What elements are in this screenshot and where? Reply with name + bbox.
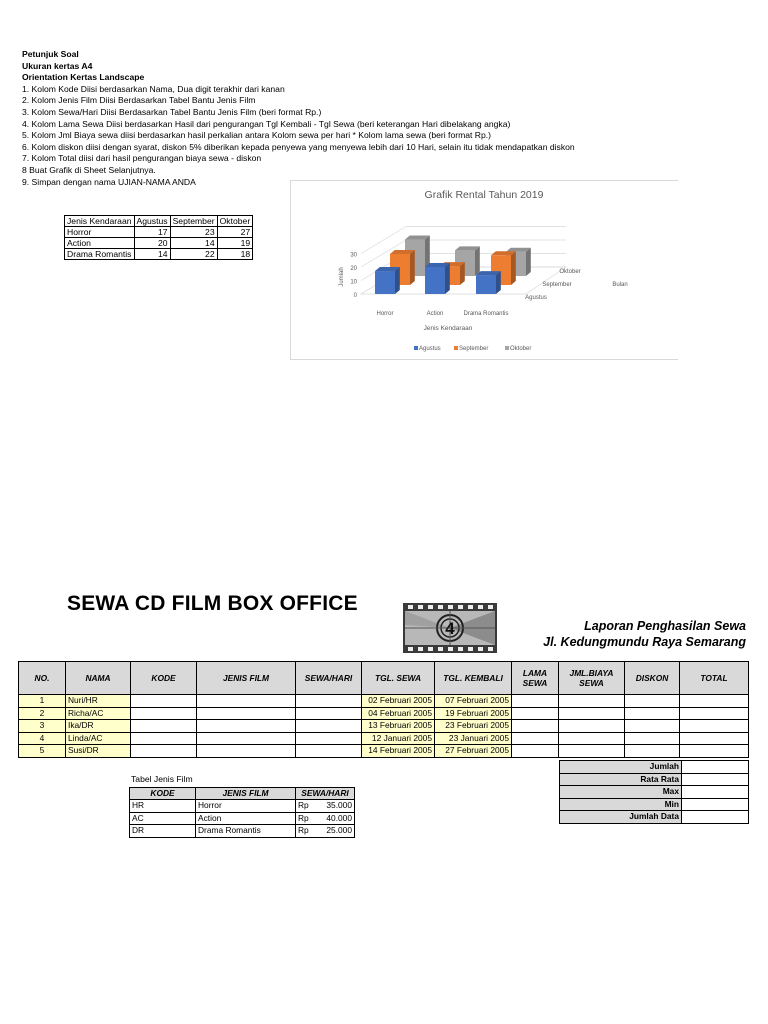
chart-bar-side (475, 246, 480, 276)
price-value: 40.000 (326, 812, 352, 823)
currency-label: Rp (298, 825, 309, 836)
cell-diskon[interactable] (625, 695, 680, 708)
cell-jenis-film[interactable] (197, 695, 296, 708)
header-nama: NAMA (66, 662, 131, 695)
chart-bar-side (511, 251, 516, 285)
cell: Action (65, 238, 135, 249)
report-subtitle: Laporan Penghasilan Sewa (584, 619, 746, 633)
table-row (65, 249, 253, 260)
chart-bar-side (526, 248, 531, 276)
cell-total[interactable] (680, 745, 749, 758)
cell: 14 (134, 249, 170, 260)
table-row[interactable] (19, 707, 749, 720)
header-tgl-sewa: TGL. SEWA (362, 662, 435, 695)
summary-value[interactable] (682, 786, 749, 799)
instruction-item: 8 Buat Grafik di Sheet Selanjutnya. (22, 164, 156, 175)
rental-chart[interactable] (290, 180, 678, 360)
cell: 19 (217, 238, 253, 249)
x-tick-label: Action (426, 311, 444, 317)
report-title: SEWA CD FILM BOX OFFICE (67, 592, 358, 615)
cell-total[interactable] (680, 707, 749, 720)
cell-kode[interactable] (131, 745, 197, 758)
jenis-film-caption: Tabel Jenis Film (131, 774, 193, 784)
header-cell: Agustus (134, 216, 170, 227)
chart-bar-side (460, 262, 465, 285)
table-row[interactable] (19, 720, 749, 733)
header-sewa-hari: SEWA/HARI (296, 788, 355, 800)
summary-row (560, 773, 749, 786)
cell-sewa-hari[interactable] (296, 745, 362, 758)
instructions-heading: Petunjuk Soal (22, 49, 79, 59)
price-value: 35.000 (326, 800, 352, 811)
chart-source-table (64, 215, 253, 260)
cell-nama[interactable]: Ika/DR (66, 720, 131, 733)
chart-bar-agustus (425, 267, 445, 294)
cell: 20 (134, 238, 170, 249)
legend-swatch (414, 346, 418, 350)
cell-total[interactable] (680, 732, 749, 745)
chart-bar-agustus (375, 271, 395, 294)
header-kode: KODE (131, 662, 197, 695)
legend-swatch (505, 346, 509, 350)
header-no: NO. (19, 662, 66, 695)
cell-diskon[interactable] (625, 732, 680, 745)
x-axis-label: Jenis Kendaraan (423, 325, 473, 332)
price-value: 25.000 (326, 825, 352, 836)
table-row (130, 812, 355, 825)
cell-total[interactable] (680, 720, 749, 733)
cell-kode[interactable] (131, 707, 197, 720)
instruction-item: 7. Kolom Total diisi dari hasil pengurangan biaya sewa - diskon (22, 153, 262, 164)
summary-label: Min (560, 798, 682, 811)
cell-sewa-hari[interactable] (296, 720, 362, 733)
depth-label: Oktober (559, 269, 581, 275)
cell-lama-sewa[interactable] (512, 732, 559, 745)
x-tick-label: Drama Romantis (463, 311, 509, 317)
currency-label: Rp (298, 812, 309, 823)
cell-jml-biaya[interactable] (559, 695, 625, 708)
cell-jenis-film[interactable] (197, 720, 296, 733)
chart-bar-side (410, 250, 415, 285)
summary-value[interactable] (682, 761, 749, 774)
cell-sewa-hari[interactable] (296, 695, 362, 708)
header-jml-biaya: JML.BIAYA SEWA (559, 662, 625, 695)
y-tick-label: 20 (350, 266, 357, 272)
film-reel-icon (403, 603, 497, 653)
jenis-film-table (129, 787, 355, 838)
legend-swatch (454, 346, 458, 350)
summary-label: Jumlah Data (560, 811, 682, 824)
cell-kode: AC (130, 812, 196, 825)
header-jenis-film: JENIS FILM (197, 662, 296, 695)
cell: 22 (170, 249, 217, 260)
instruction-item: 6. Kolom diskon diisi dengan syarat, diskon 5% diberikan kepada penyewa yang menyewa lebih dari 10 Hari, selain itu tidak mendapatkan diskon (22, 141, 575, 152)
cell: Drama Romantis (65, 249, 135, 260)
cell-sewa-hari[interactable] (296, 732, 362, 745)
summary-value[interactable] (682, 798, 749, 811)
cell-kode: HR (130, 800, 196, 813)
cell-jenis: Drama Romantis (196, 825, 296, 838)
cell-no[interactable]: 2 (19, 707, 66, 720)
cell-nama[interactable]: Linda/AC (66, 732, 131, 745)
instruction-item: 3. Kolom Sewa/Hari Diisi Berdasarkan Tabel Bantu Jenis Film (beri format Rp.) (22, 106, 322, 117)
gridline-side (361, 227, 406, 254)
summary-label: Jumlah (560, 761, 682, 774)
table-row[interactable] (19, 695, 749, 708)
legend-label: Agustus (419, 346, 441, 352)
cell-sewa (296, 812, 355, 825)
cell-tgl-sewa[interactable]: 13 Februari 2005 (362, 720, 435, 733)
summary-row (560, 761, 749, 774)
cell: Horror (65, 227, 135, 238)
cell-kode: DR (130, 825, 196, 838)
legend-label: September (459, 346, 489, 352)
summary-row (560, 798, 749, 811)
chart-title: Grafik Rental Tahun 2019 (424, 189, 544, 201)
cell-jml-biaya[interactable] (559, 745, 625, 758)
cell-tgl-kembali[interactable]: 23 Januari 2005 (435, 732, 512, 745)
cell-tgl-kembali[interactable]: 23 Februari 2005 (435, 720, 512, 733)
depth-label: Agustus (525, 295, 547, 301)
table-row[interactable] (19, 745, 749, 758)
cell-jml-biaya[interactable] (559, 707, 625, 720)
chart-bar-side (496, 271, 501, 294)
cell-tgl-kembali[interactable]: 07 Februari 2005 (435, 695, 512, 708)
chart-bar-agustus (476, 275, 496, 294)
cell-tgl-sewa[interactable]: 04 Februari 2005 (362, 707, 435, 720)
y-axis-label: Jumlah (339, 267, 345, 287)
table-row[interactable] (19, 732, 749, 745)
cell-tgl-sewa[interactable]: 14 Februari 2005 (362, 745, 435, 758)
chart-bar-side (395, 267, 400, 294)
cell-jml-biaya[interactable] (559, 732, 625, 745)
cell: 27 (217, 227, 253, 238)
table-row (65, 227, 253, 238)
y-tick-label: 30 (350, 252, 357, 259)
currency-label: Rp (298, 800, 309, 811)
y-tick-label: 0 (353, 293, 357, 299)
cell-lama-sewa[interactable] (512, 695, 559, 708)
cell-sewa (296, 825, 355, 838)
legend-label: Oktober (510, 346, 532, 352)
y-tick-label: 10 (350, 279, 357, 286)
cell-no[interactable]: 5 (19, 745, 66, 758)
instruction-item: 2. Kolom Jenis Film Diisi Berdasarkan Tabel Bantu Jenis Film (22, 95, 256, 106)
cell-jenis-film[interactable] (197, 745, 296, 758)
film-number: 4 (445, 619, 455, 638)
instruction-item: 9. Simpan dengan nama UJIAN-NAMA ANDA (22, 176, 196, 187)
cell-diskon[interactable] (625, 707, 680, 720)
cell-tgl-sewa[interactable]: 12 Januari 2005 (362, 732, 435, 745)
cell-diskon[interactable] (625, 745, 680, 758)
cell-nama[interactable]: Nuri/HR (66, 695, 131, 708)
z-axis-label: Bulan (612, 282, 628, 288)
cell-diskon[interactable] (625, 720, 680, 733)
instruction-item: 4. Kolom Lama Sewa Diisi berdasarkan Hasil dari pengurangan Tgl Kembali - Tgl Sewa (beri keterangan Hari dibelakang angka) (22, 118, 511, 129)
cell-nama[interactable]: Susi/DR (66, 745, 131, 758)
cell: 17 (134, 227, 170, 238)
summary-value[interactable] (682, 811, 749, 824)
cell-kode[interactable] (131, 720, 197, 733)
rental-table (18, 661, 749, 758)
header-diskon: DISKON (625, 662, 680, 695)
header-kode: KODE (130, 788, 196, 800)
cell: 14 (170, 238, 217, 249)
header-lama-sewa: LAMA SEWA (512, 662, 559, 695)
table-header-row (65, 216, 253, 227)
chart-canvas (291, 181, 678, 359)
header-tgl-kembali: TGL. KEMBALI (435, 662, 512, 695)
summary-row (560, 811, 749, 824)
header-cell: September (170, 216, 217, 227)
chart-bar-side (445, 263, 450, 294)
header-cell: Oktober (217, 216, 253, 227)
x-tick-label: Horror (376, 311, 394, 317)
orientation-note: Orientation Kertas Landscape (22, 72, 145, 83)
cell-nama[interactable]: Richa/AC (66, 707, 131, 720)
cell-lama-sewa[interactable] (512, 720, 559, 733)
cell-no[interactable]: 1 (19, 695, 66, 708)
table-row (65, 238, 253, 249)
cell-jml-biaya[interactable] (559, 720, 625, 733)
cell-tgl-kembali[interactable]: 19 Februari 2005 (435, 707, 512, 720)
cell-no[interactable]: 3 (19, 720, 66, 733)
cell-no[interactable]: 4 (19, 732, 66, 745)
summary-table (559, 760, 749, 824)
cell-sewa-hari[interactable] (296, 707, 362, 720)
cell-jenis-film[interactable] (197, 707, 296, 720)
instructions (22, 49, 575, 188)
cell-jenis: Horror (196, 800, 296, 813)
instruction-item: 1. Kolom Kode Diisi berdasarkan Nama, Dua digit terakhir dari kanan (22, 83, 285, 94)
header-total: TOTAL (680, 662, 749, 695)
cell-jenis-film[interactable] (197, 732, 296, 745)
cell-sewa (296, 800, 355, 813)
cell-lama-sewa[interactable] (512, 707, 559, 720)
cell: 23 (170, 227, 217, 238)
cell-kode[interactable] (131, 732, 197, 745)
instruction-item: 5. Kolom Jml Biaya sewa diisi berdasarkan hasil perkalian antara Kolom sewa per hari * Kolom lama sewa (beri format Rp.) (22, 130, 492, 141)
table-row (130, 800, 355, 813)
cell-total[interactable] (680, 695, 749, 708)
table-row (130, 825, 355, 838)
header-jenis-film: JENIS FILM (196, 788, 296, 800)
cell-lama-sewa[interactable] (512, 745, 559, 758)
summary-row (560, 786, 749, 799)
paper-size-note: Ukuran kertas A4 (22, 60, 93, 71)
cell-jenis: Action (196, 812, 296, 825)
table-header-row (19, 662, 749, 695)
header-sewa-hari: SEWA/HARI (296, 662, 362, 695)
summary-value[interactable] (682, 773, 749, 786)
header-cell: Jenis Kendaraan (65, 216, 135, 227)
cell-tgl-kembali[interactable]: 27 Februari 2005 (435, 745, 512, 758)
cell-tgl-sewa[interactable]: 02 Februari 2005 (362, 695, 435, 708)
cell-kode[interactable] (131, 695, 197, 708)
depth-label: September (542, 282, 572, 288)
report-address: Jl. Kedungmundu Raya Semarang (543, 635, 746, 649)
table-header-row (130, 788, 355, 800)
summary-label: Max (560, 786, 682, 799)
summary-label: Rata Rata (560, 773, 682, 786)
cell: 18 (217, 249, 253, 260)
